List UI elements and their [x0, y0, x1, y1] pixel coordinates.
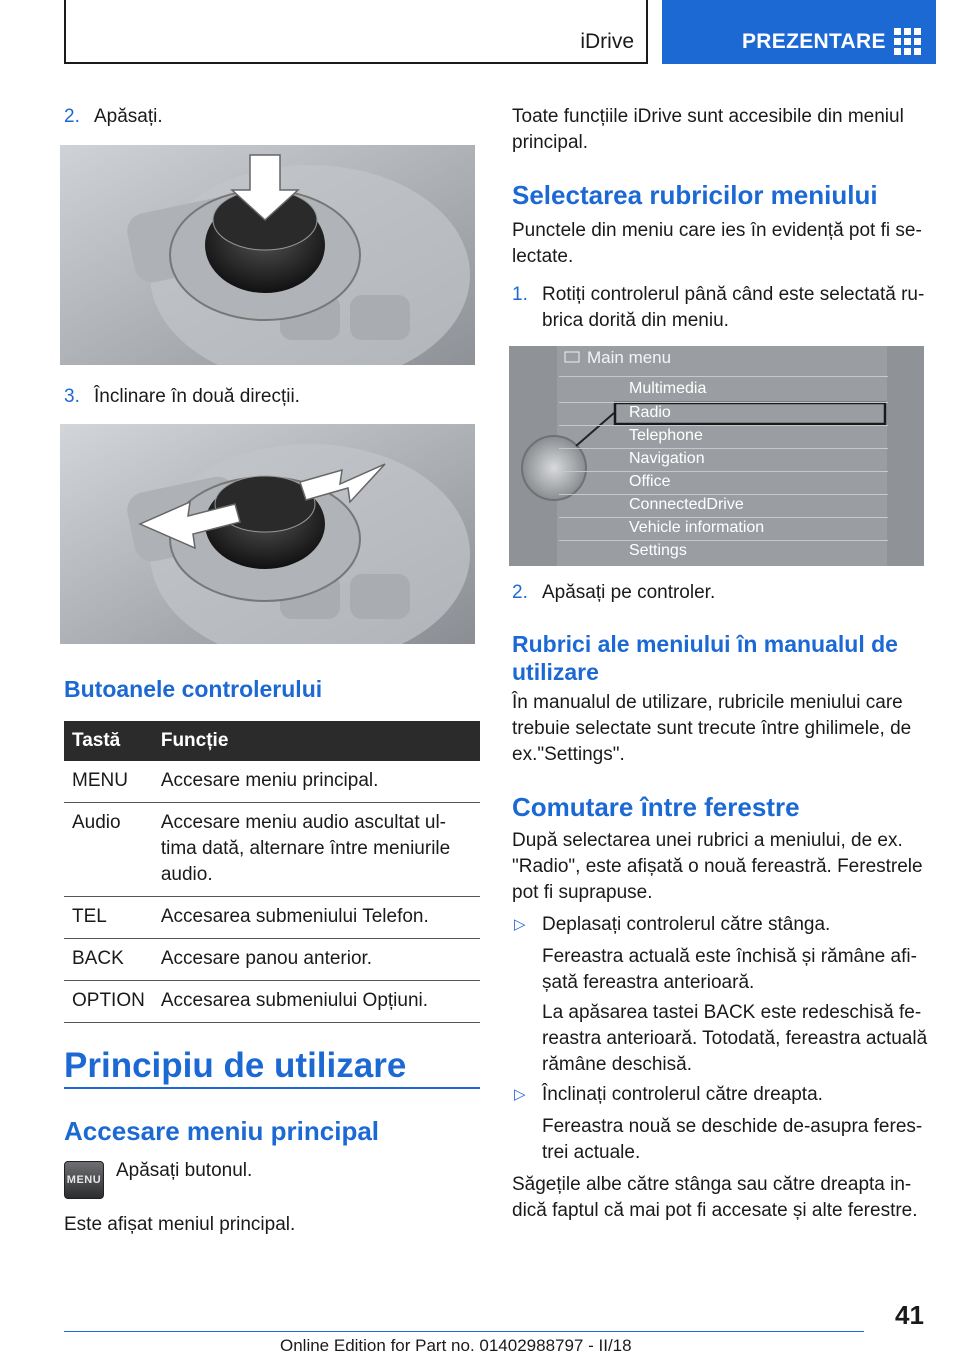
table-cell: TEL: [64, 897, 153, 939]
controller-press-photo: [60, 145, 475, 365]
table-cell: Audio: [64, 803, 153, 897]
windows-text: După selectarea unei rubrici a meniului, de ex. "Radio", este afișată o nouă fereastră. Ferestrele pot fi suprapuse.: [512, 830, 923, 903]
step-text: Rotiți controlerul până când este selectată ru‐ brica dorită din meniu.: [542, 284, 925, 331]
menu-separator: [559, 448, 888, 449]
table-cell: BACK: [64, 939, 153, 981]
step-number: 1.: [512, 284, 528, 305]
menu-item-vehicle-information[interactable]: Vehicle information: [629, 519, 765, 536]
triangle-bullet-icon: ▷: [514, 916, 526, 933]
menu-separator: [559, 517, 888, 518]
header-section-label: iDrive: [580, 30, 634, 53]
closing-text: Săgețile albe către stânga sau către dreapta in‐ dică faptul că mai pot fi accesate și alte ferestre.: [512, 1174, 918, 1221]
press-button-text: Apăsați butonul.: [116, 1160, 253, 1181]
menu-separator: [559, 471, 888, 472]
table-row: [64, 803, 480, 897]
controller-tilt-photo: [60, 424, 475, 644]
select-heading: Selectarea rubricilor meniului: [512, 180, 878, 210]
menu-item-settings[interactable]: Settings: [629, 542, 687, 559]
table-header-cell: Tastă: [64, 721, 153, 761]
table-cell: Accesarea submeniului Opțiuni.: [153, 981, 480, 1023]
menu-item-radio[interactable]: Radio: [629, 404, 671, 421]
table-row: [64, 761, 480, 803]
menu-item-telephone[interactable]: Telephone: [629, 427, 703, 444]
table-cell: Accesare meniu audio ascultat ul‐ tima dată, alternare între meniurile audio.: [153, 803, 480, 897]
menu-item-navigation[interactable]: Navigation: [629, 450, 705, 467]
menu-item-office[interactable]: Office: [629, 473, 671, 490]
manual-heading: Rubrici ale meniului în manualul de utilizare: [512, 631, 898, 685]
table-row: [64, 897, 480, 939]
table-cell: Accesarea submeniului Telefon.: [153, 897, 480, 939]
menu-item-connecteddrive[interactable]: ConnectedDrive: [629, 496, 744, 513]
menu-separator: [559, 494, 888, 495]
heading-rule: [64, 1087, 480, 1089]
screen-title: Main menu: [587, 348, 672, 367]
table-cell: Accesare panou anterior.: [153, 939, 480, 981]
table-cell: OPTION: [64, 981, 153, 1023]
step-text: Apăsați pe controler.: [542, 582, 716, 603]
triangle-bullet-icon: ▷: [514, 1086, 526, 1103]
menu-button-icon: [64, 1161, 104, 1199]
table-header-row: [64, 721, 480, 761]
table-row: [64, 939, 480, 981]
intro-text: Toate funcțiile iDrive sunt accesibile din meniul principal.: [512, 106, 904, 153]
controller-buttons-table: [64, 721, 480, 1023]
step-number: 2.: [64, 106, 80, 127]
table-row: [64, 981, 480, 1023]
grid-icon: [894, 28, 922, 56]
menu-separator: [559, 376, 888, 377]
step-text: Înclinare în două direcții.: [94, 386, 300, 407]
step-number: 2.: [512, 582, 528, 603]
menu-separator: [559, 540, 888, 541]
menu-button-label: MENU: [66, 1174, 102, 1186]
bullet-paragraph: Fereastra nouă se deschide de-asupra feres‐ trei actuale.: [542, 1116, 923, 1163]
page-number: 41: [895, 1300, 924, 1330]
footer-edition: Online Edition for Part no. 01402988797 - II/18: [280, 1336, 632, 1355]
step-text: Apăsați.: [94, 106, 163, 127]
header-chapter-box: [662, 0, 936, 64]
footer-rule: [64, 1331, 864, 1332]
main-menu-shown-text: Este afișat meniul principal.: [64, 1214, 296, 1235]
windows-heading: Comutare între ferestre: [512, 792, 800, 822]
main-menu-screen: [509, 346, 924, 566]
bullet-paragraph: La apăsarea tastei BACK este redeschisă fe‐ reastra anterioară. Totodată, fereastra actuală rămâne deschisă.: [542, 1002, 928, 1075]
table-cell: MENU: [64, 761, 153, 803]
header-section-box: [64, 0, 648, 64]
table-header-cell: Funcție: [153, 721, 480, 761]
menu-separator: [559, 425, 888, 426]
step-number: 3.: [64, 386, 80, 407]
table-cell: Accesare meniu principal.: [153, 761, 480, 803]
bullet-paragraph: Fereastra actuală este închisă și rămâne afi‐ șată fereastra anterioară.: [542, 946, 917, 993]
menu-item-multimedia[interactable]: Multimedia: [629, 380, 707, 397]
principle-heading: Principiu de utilizare: [64, 1046, 407, 1085]
manual-text: În manualul de utilizare, rubricile meniului care trebuie selectate sunt trecute între ghilimele, de ex."Settings".: [512, 692, 912, 765]
header-chapter-label: PREZENTARE: [742, 30, 886, 53]
main-menu-heading: Accesare meniu principal: [64, 1116, 380, 1146]
bullet-text: Înclinați controlerul către dreapta.: [542, 1084, 823, 1105]
buttons-heading: Butoanele controlerului: [64, 676, 323, 702]
bullet-text: Deplasați controlerul către stânga.: [542, 914, 831, 935]
menu-separator: [559, 402, 888, 403]
select-text: Punctele din meniu care ies în evidență pot fi se‐ lectate.: [512, 220, 922, 267]
